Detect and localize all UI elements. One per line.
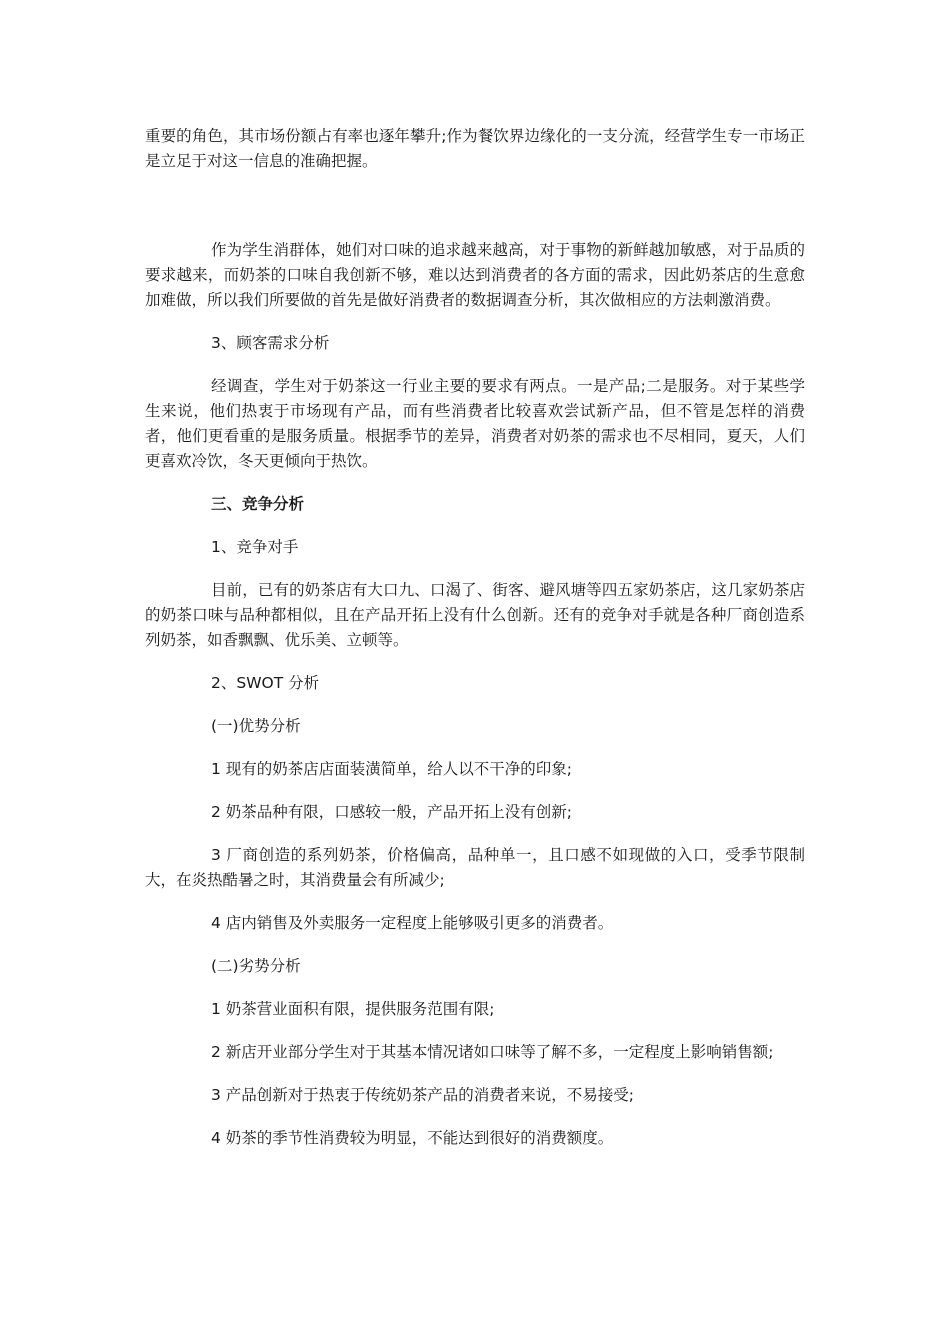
document-page: [145, 124, 805, 1169]
paragraph-market-share: 重要的角色，其市场份额占有率也逐年攀升;作为餐饮界边缘化的一支分流，经营学生专一市场正是立足于对这一信息的准确把握。: [145, 127, 805, 170]
heading-swot: 2、SWOT 分析: [211, 674, 320, 692]
list-item-strength-4: 4 店内销售及外卖服务一定程度上能够吸引更多的消费者。: [211, 914, 614, 932]
heading-weaknesses: (二)劣势分析: [211, 957, 301, 975]
paragraph-survey: 经调查，学生对于奶茶这一行业主要的要求有两点。一是产品;二是服务。对于某些学生来说，他们热衷于市场现有产品，而有些消费者比较喜欢尝试新产品，但不管是怎样的消费者，他们更看重的是服务质量。根据季节的差异，消费者对奶茶的需求也不尽相同，夏天，人们更喜欢冷饮，冬天更倾向于热饮。: [145, 377, 805, 470]
list-item-weakness-2: 2 新店开业部分学生对于其基本情况诸如口味等了解不多，一定程度上影响销售额;: [211, 1043, 774, 1061]
heading-customer-demand: 3、顾客需求分析: [211, 334, 330, 352]
list-item-strength-3: 3 厂商创造的系列奶茶，价格偏高，品种单一，且口感不如现做的入口，受季节限制大，在炎热酷暑之时，其消费量会有所减少;: [145, 846, 805, 889]
heading-competitors: 1、竞争对手: [211, 538, 299, 556]
paragraph-student-consumers: 作为学生消群体，她们对口味的追求越来越高，对于事物的新鲜越加敏感，对于品质的要求越来，而奶茶的口味自我创新不够，难以达到消费者的各方面的需求，因此奶茶店的生意愈加难做，所以我们所要做的首先是做好消费者的数据调查分析，其次做相应的方法刺激消费。: [145, 241, 805, 309]
list-item-strength-1: 1 现有的奶茶店店面装潢简单，给人以不干净的印象;: [211, 760, 573, 778]
list-item-strength-2: 2 奶茶品种有限，口感较一般，产品开拓上没有创新;: [211, 803, 573, 821]
list-item-weakness-4: 4 奶茶的季节性消费较为明显，不能达到很好的消费额度。: [211, 1129, 614, 1147]
section-heading-competition: 三、竞争分析: [211, 495, 305, 513]
heading-strengths: (一)优势分析: [211, 717, 301, 735]
paragraph-competitors: 目前，已有的奶茶店有大口九、口渴了、街客、避风塘等四五家奶茶店，这几家奶茶店的奶茶口味与品种都相似，且在产品开拓上没有什么创新。还有的竞争对手就是各种厂商创造系列奶茶，如香飘飘、优乐美、立顿等。: [145, 581, 805, 649]
list-item-weakness-3: 3 产品创新对于热衷于传统奶茶产品的消费者来说，不易接受;: [211, 1086, 635, 1104]
list-item-weakness-1: 1 奶茶营业面积有限，提供服务范围有限;: [211, 1000, 495, 1018]
